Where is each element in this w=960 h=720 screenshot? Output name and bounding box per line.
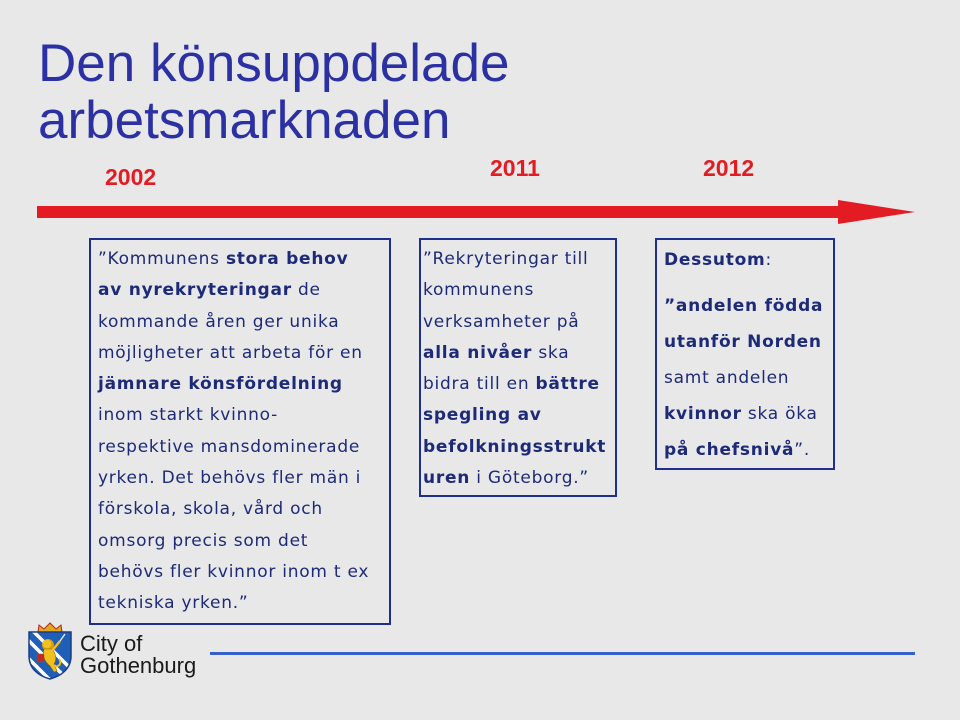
emphasized-text: av nyrekryteringar bbox=[98, 280, 292, 301]
text-line bbox=[423, 463, 613, 494]
text-line bbox=[98, 588, 383, 619]
timeline-year-middle: 2011 bbox=[490, 155, 540, 181]
body-text: ska öka bbox=[741, 404, 818, 424]
emphasized-text: uren bbox=[423, 468, 471, 489]
timeline-year-start: 2002 bbox=[105, 164, 157, 190]
text-line bbox=[423, 275, 613, 306]
text-line bbox=[423, 369, 613, 400]
body-text: yrken. Det behövs fler män i bbox=[98, 468, 362, 489]
text-line bbox=[98, 369, 383, 400]
text-line bbox=[98, 557, 383, 588]
body-text: i Göteborg.” bbox=[470, 468, 589, 489]
coat-of-arms-crown bbox=[38, 623, 62, 632]
text-line bbox=[98, 244, 383, 275]
text-line bbox=[423, 307, 613, 338]
body-text: omsorg precis som det bbox=[98, 530, 309, 551]
body-text: : bbox=[765, 250, 772, 270]
title-line-2: arbetsmarknaden bbox=[38, 91, 451, 150]
logo-line-2: Gothenburg bbox=[80, 653, 197, 678]
text-line bbox=[423, 432, 613, 463]
text-line bbox=[664, 288, 831, 324]
body-text: samt andelen bbox=[664, 368, 790, 388]
body-text: ska bbox=[532, 342, 570, 363]
text-line bbox=[98, 463, 383, 494]
body-text: de bbox=[291, 280, 321, 301]
body-text: ”Rekryteringar till bbox=[423, 249, 589, 269]
text-line bbox=[98, 338, 383, 369]
quote-box-recruitment-goals bbox=[419, 238, 617, 497]
emphasized-text: alla nivåer bbox=[423, 342, 533, 363]
text-line bbox=[423, 244, 613, 275]
text-line bbox=[423, 400, 613, 431]
text-line bbox=[664, 324, 831, 360]
slide-title bbox=[38, 35, 510, 149]
text-line bbox=[664, 360, 831, 396]
body-text: respektive mansdominerade bbox=[98, 436, 361, 457]
emphasized-text: utanför Norden bbox=[664, 332, 822, 352]
emphasized-text: befolkningsstrukt bbox=[423, 436, 607, 457]
body-text: bidra till en bbox=[423, 374, 536, 395]
body-text: ”Kommunens bbox=[98, 249, 226, 269]
body-text: ”. bbox=[794, 440, 810, 460]
emphasized-text: kvinnor bbox=[664, 404, 742, 424]
body-text: möjligheter att arbeta för en bbox=[98, 342, 363, 363]
arrow-shaft bbox=[37, 206, 843, 218]
text-line bbox=[423, 338, 613, 369]
text-line bbox=[98, 307, 383, 338]
emphasized-text: ”andelen födda bbox=[664, 296, 824, 316]
text-line bbox=[98, 400, 383, 431]
emphasized-text: stora behov bbox=[225, 249, 349, 269]
text-line bbox=[98, 526, 383, 557]
arrow-head bbox=[838, 200, 915, 224]
body-text: behövs fler kvinnor inom t ex bbox=[98, 561, 370, 582]
quote-box-recruitment-needs bbox=[89, 238, 391, 625]
arrow-right-icon bbox=[0, 190, 960, 230]
gothenburg-coat-of-arms-icon bbox=[26, 622, 74, 680]
emphasized-text: Dessutom bbox=[664, 250, 766, 270]
text-line bbox=[98, 432, 383, 463]
text-line bbox=[98, 275, 383, 306]
body-text: verksamheter på bbox=[423, 311, 580, 332]
body-text: kommunens bbox=[423, 280, 535, 301]
city-logo-wordmark bbox=[80, 633, 196, 677]
emphasized-text: jämnare könsfördelning bbox=[98, 374, 343, 395]
title-line-1: Den könsuppdelade bbox=[38, 34, 510, 93]
text-line bbox=[664, 396, 831, 432]
body-text: tekniska yrken.” bbox=[98, 593, 249, 614]
timeline-year-end: 2012 bbox=[703, 155, 755, 181]
text-line bbox=[664, 242, 831, 278]
body-text: inom starkt kvinno- bbox=[98, 405, 278, 426]
logo-line-1: City of bbox=[80, 631, 143, 656]
facts-box-additional-goals bbox=[655, 238, 835, 470]
emphasized-text: spegling av bbox=[423, 405, 542, 426]
text-line bbox=[664, 432, 831, 468]
body-text: förskola, skola, vård och bbox=[98, 499, 323, 520]
emphasized-text: på chefsnivå bbox=[664, 440, 795, 460]
emphasized-text: bättre bbox=[535, 374, 600, 395]
footer-divider bbox=[210, 652, 915, 655]
text-line bbox=[98, 494, 383, 525]
body-text: kommande åren ger unika bbox=[98, 311, 340, 332]
